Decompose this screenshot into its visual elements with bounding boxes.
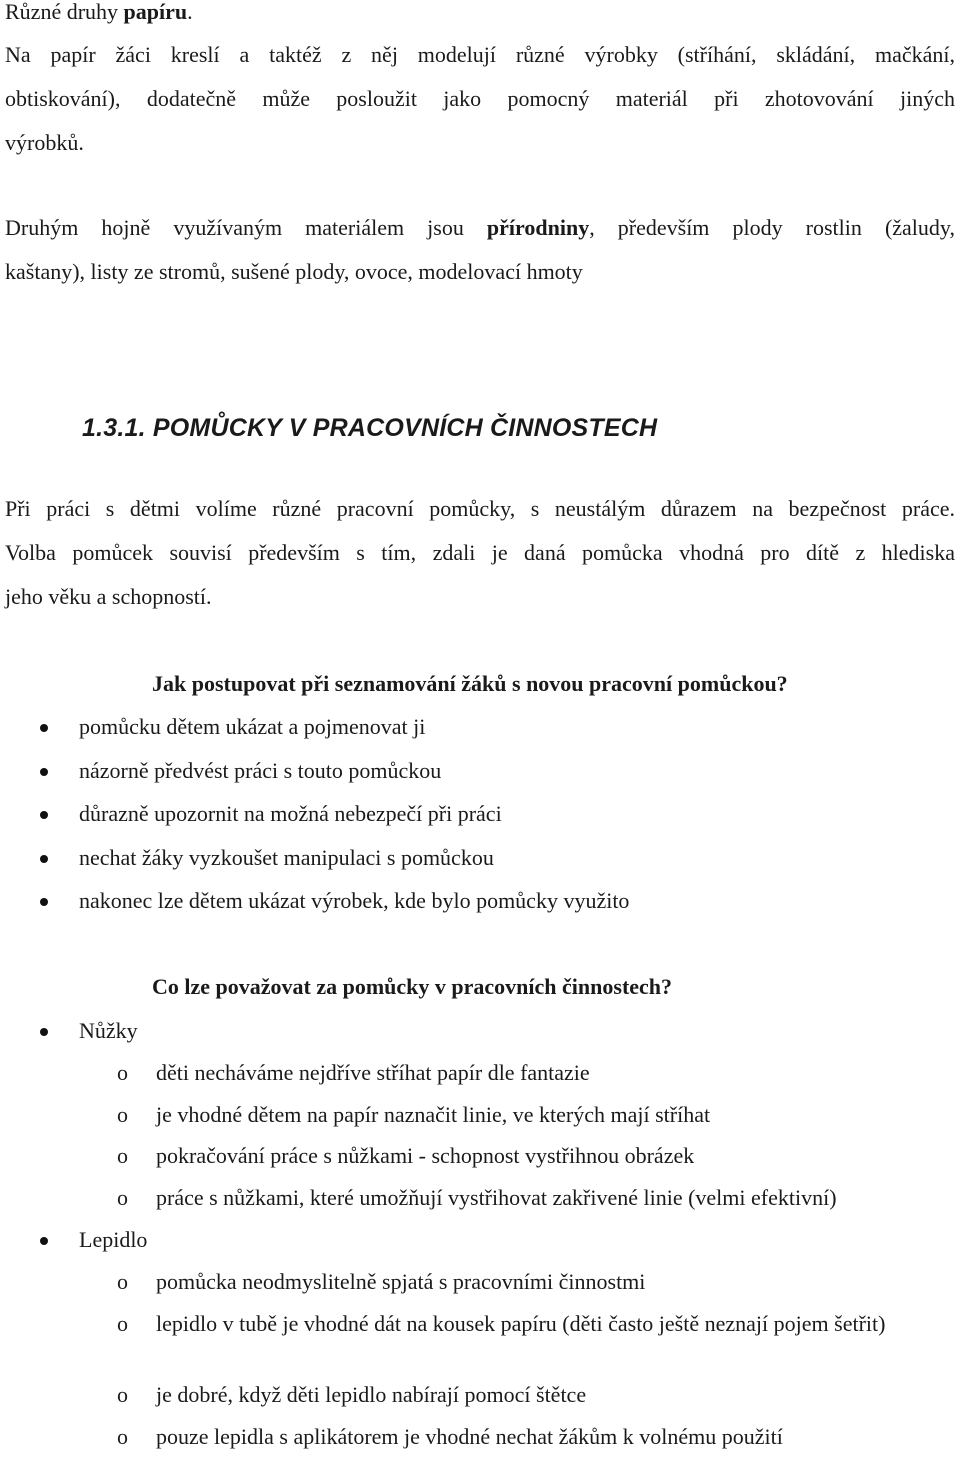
circle-marker-icon: o [117, 1382, 128, 1407]
bullet-icon [35, 1218, 79, 1262]
list-item-text: názorně předvést práci s touto pomůckou [79, 758, 442, 783]
paragraph-line: Na papír žáci kreslí a taktéž z něj modelují různé výrobky (stříhání, skládání, mačkání, [5, 42, 955, 67]
list-item [35, 705, 935, 749]
sub-list-item-text: pomůcka neodmyslitelně spjatá s pracovními činnostmi [156, 1269, 646, 1294]
list-item-text: důrazně upozornit na možná nebezpečí při práci [79, 801, 502, 826]
sub-list-item-text: je dobré, když děti lepidlo nabírají pomocí štětce [156, 1382, 587, 1407]
question-heading: Co lze považovat za pomůcky v pracovních činnostech? [152, 974, 673, 999]
sub-list-item [117, 1415, 937, 1459]
paragraph-line: výrobků. [5, 130, 84, 155]
bullet-icon [35, 836, 79, 880]
list-item [35, 749, 935, 793]
paragraph-line: Volba pomůcek souvisí především s tím, zdali je daná pomůcka vhodná pro dítě z hlediska [5, 540, 955, 565]
group-label: Nůžky [79, 1018, 138, 1043]
sub-list-item [117, 1260, 937, 1304]
list-item [35, 792, 935, 836]
paragraph-line: Při práci s dětmi volíme různé pracovní pomůcky, s neustálým důrazem na bezpečnost práce. [5, 496, 955, 521]
natural-materials-paragraph [5, 206, 955, 294]
sub-list-item [117, 1302, 937, 1346]
paragraph-text: Druhým hojně využívaným materiálem jsou [5, 215, 487, 240]
title-text: Různé druhy [5, 0, 124, 24]
circle-marker-icon: o [117, 1060, 128, 1085]
section-paragraph [5, 487, 955, 619]
sub-list-item [117, 1134, 937, 1178]
bullet-icon [35, 749, 79, 793]
sub-list-item [117, 1093, 937, 1137]
sub-list-item-text: lepidlo v tubě je vhodné dát na kousek papíru (děti často ještě neznají pojem šetřit) [156, 1311, 886, 1336]
paragraph-bold-text: přírodniny [486, 215, 590, 240]
sub-list-item [117, 1373, 937, 1417]
section-heading: 1.3.1. POMŮCKY V PRACOVNÍCH ČINNOSTECH [82, 414, 658, 442]
paragraph-line: kaštany), listy ze stromů, sušené plody, ovoce, modelovací hmoty [5, 259, 583, 284]
circle-marker-icon: o [117, 1143, 128, 1168]
sub-list-item-text: pouze lepidla s aplikátorem je vhodné nechat žákům k volnému použití [156, 1424, 783, 1449]
bullet-icon [35, 705, 79, 749]
list-item [35, 836, 935, 880]
sub-list-item-text: děti necháváme nejdříve stříhat papír dle fantazie [156, 1060, 590, 1085]
sub-list-item-text: práce s nůžkami, které umožňují vystřihovat zakřivené linie (velmi efektivní) [156, 1185, 837, 1210]
sub-list-item [117, 1176, 937, 1220]
paragraph-line: jeho věku a schopností. [5, 584, 212, 609]
question-heading: Jak postupovat při seznamování žáků s novou pracovní pomůckou? [152, 671, 788, 696]
circle-marker-icon: o [117, 1424, 128, 1449]
sub-list-item [117, 1051, 937, 1095]
list-item [35, 1218, 935, 1262]
circle-marker-icon: o [117, 1311, 128, 1336]
list-item-text: pomůcku dětem ukázat a pojmenovat ji [79, 714, 426, 739]
list-item-text: nechat žáky vyzkoušet manipulaci s pomůckou [79, 845, 494, 870]
title-end: . [187, 0, 193, 24]
sub-list-item-text: je vhodné dětem na papír naznačit linie, ve kterých mají stříhat [156, 1102, 711, 1127]
circle-marker-icon: o [117, 1185, 128, 1210]
list-item [35, 1009, 935, 1053]
paragraph-text: , především plody rostlin (žaludy, [589, 215, 955, 240]
list-item [35, 879, 935, 923]
paper-paragraph [5, 33, 955, 165]
title-bold-text: papíru [123, 0, 188, 24]
circle-marker-icon: o [117, 1102, 128, 1127]
bullet-icon [35, 1009, 79, 1053]
paper-types-title [5, 0, 955, 34]
paragraph-line: obtiskování), dodatečně může posloužit jako pomocný materiál při zhotovování jiných [5, 86, 955, 111]
bullet-icon [35, 792, 79, 836]
circle-marker-icon: o [117, 1269, 128, 1294]
paragraph-line [5, 206, 955, 250]
bullet-icon [35, 879, 79, 923]
group-label: Lepidlo [79, 1227, 148, 1252]
sub-list-item-text: pokračování práce s nůžkami - schopnost vystřihnou obrázek [156, 1143, 695, 1168]
list-item-text: nakonec lze dětem ukázat výrobek, kde bylo pomůcky využito [79, 888, 630, 913]
